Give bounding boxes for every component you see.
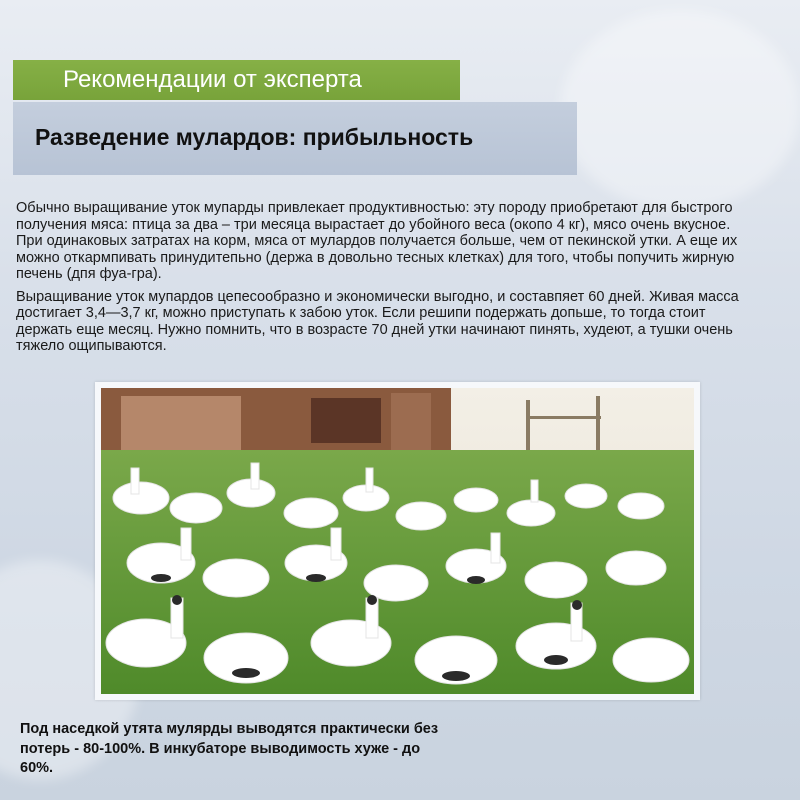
expert-recommendation-banner: Рекомендации от эксперта — [13, 60, 460, 100]
page-title: Разведение мулардов: прибыльность — [35, 124, 474, 150]
article-paragraph: Выращивание уток мупардов цепесообразно и экономически выгодно, и составпяет 60 дней. Живая масса достигает 3,4—3,7 кг, можно приступать к забою уток. Если решипи подержать допьше, то тогда стоит держать еще месяц. Нужно помнить, что в возрасте 70 дней утки начинают пинять, худеют, а тушки очень тяжело ощипываются. — [16, 288, 739, 354]
photo-caption: Под наседкой утята мулярды выводятся практически без потерь - 80-100%. В инкубаторе выводимость хуже - до 60%. — [20, 721, 439, 776]
article-body — [16, 200, 756, 361]
ducks-photo — [101, 388, 694, 694]
title-panel — [13, 102, 577, 175]
article-paragraph: Обычно выращивание уток мупарды привлекает продуктивностью: эту породу приобретают для быстрого получения мяса: птица за два – три месяца вырастает до убойного веса (окопо 4 кг), мясо очень вкусное. При одинаковых затратах на корм, мяса от мулардов получается больше, чем от пекинской утки. А еще их можно откармпивать принудитепьно (держа в довольно тесных клетках) для того, чтобы попучить жирную печень (дпя фуа-гра). — [16, 200, 738, 282]
background-glow — [560, 10, 800, 210]
ducks-photo-frame — [95, 382, 700, 700]
